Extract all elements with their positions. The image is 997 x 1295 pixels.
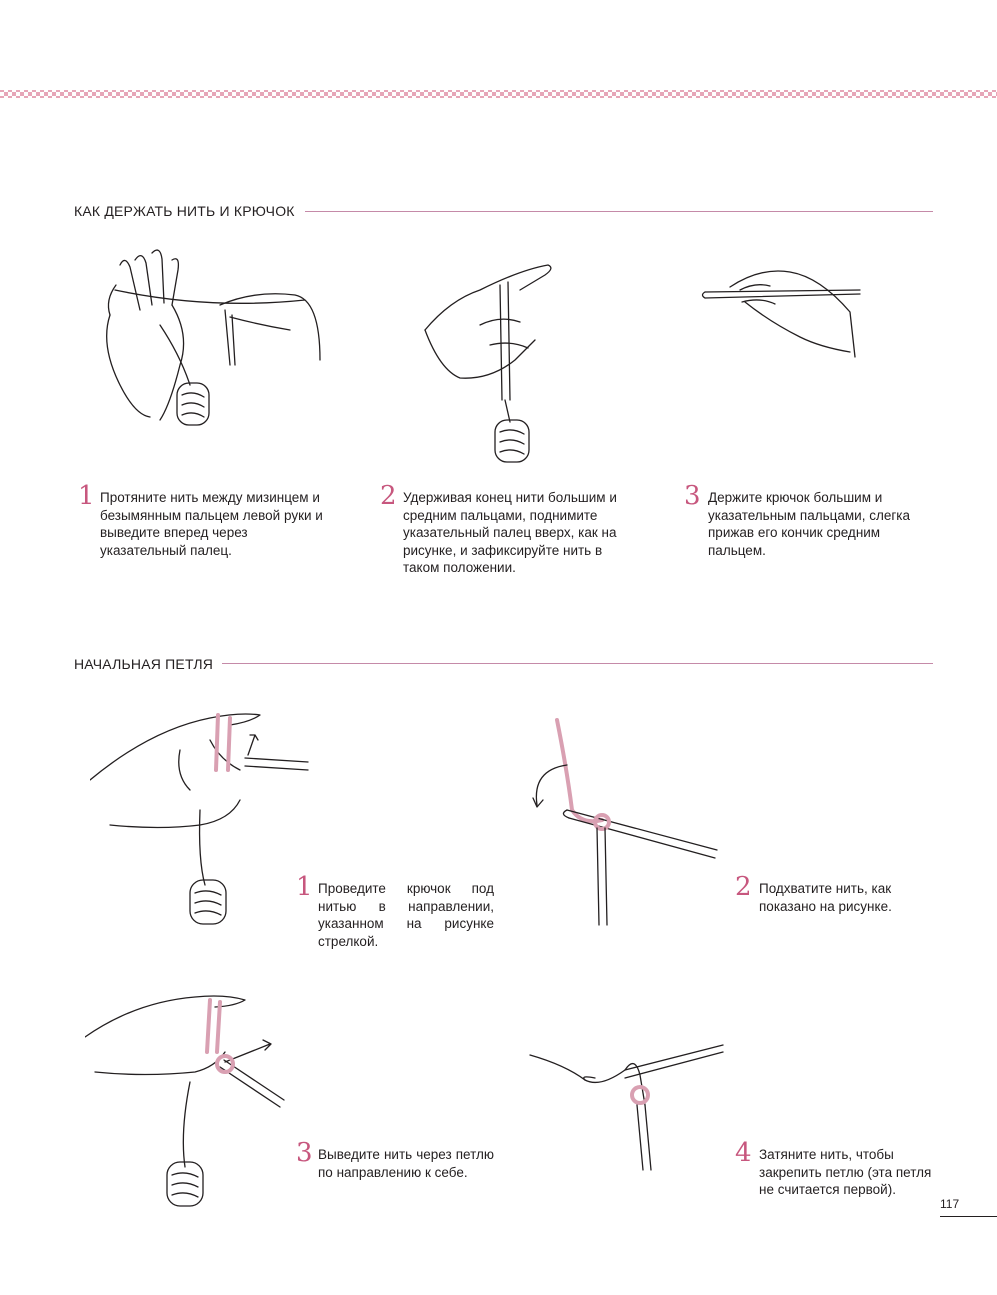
- loop-step-2-number: 2: [735, 872, 752, 902]
- loop-step-4: [735, 1138, 933, 1199]
- illustration-hold-thread-1: [80, 245, 345, 440]
- decorative-border: [0, 88, 997, 102]
- loop-step-1-text: Проведите крючок под нитью в направлении, указанном на рисунке стрелкой.: [318, 881, 494, 949]
- loop-step-1-number: 1: [296, 872, 313, 902]
- loop-step-3: [296, 1138, 494, 1181]
- page-number-rule: [940, 1216, 997, 1217]
- section-title-hold: КАК ДЕРЖАТЬ НИТЬ И КРЮЧОК: [74, 203, 295, 219]
- loop-step-3-number: 3: [296, 1138, 313, 1168]
- hold-step-1-text: Протяните нить между мизинцем и безымянным пальцем левой руки и выведите вперед через указательный палец.: [100, 490, 323, 558]
- loop-step-2-text: Подхватите нить, как показано на рисунке.: [759, 881, 892, 914]
- section-rule-start: [222, 663, 933, 664]
- illustration-hold-hook: [700, 262, 865, 360]
- section-title-start: НАЧАЛЬНАЯ ПЕТЛЯ: [74, 656, 214, 672]
- loop-step-4-text: Затяните нить, чтобы закрепить петлю (эта петля не считается первой).: [759, 1147, 932, 1197]
- illustration-loop-2: [507, 710, 722, 932]
- illustration-loop-1: [90, 710, 315, 932]
- hold-step-3: [684, 481, 938, 559]
- hold-step-3-number: 3: [684, 481, 701, 511]
- hold-step-1: [78, 481, 328, 559]
- illustration-loop-4: [525, 1030, 725, 1200]
- page-number: 117: [940, 1197, 960, 1211]
- hold-step-2-number: 2: [380, 481, 397, 511]
- hold-step-2-text: Удерживая конец нити большим и средним пальцами, поднимите указательный палец вверх, как на рисунке, и зафиксируйте нить в таком положении.: [403, 490, 617, 575]
- hold-step-1-number: 1: [78, 481, 95, 511]
- loop-step-4-number: 4: [735, 1138, 752, 1168]
- loop-step-1: [296, 872, 494, 950]
- illustration-loop-3: [85, 992, 285, 1214]
- section-rule-hold: [305, 211, 933, 212]
- hold-step-2: [380, 481, 632, 577]
- loop-step-2: [735, 872, 933, 915]
- illustration-hold-thread-2: [420, 250, 560, 468]
- loop-step-3-text: Выведите нить через петлю по направлению к себе.: [318, 1147, 494, 1180]
- hold-step-3-text: Держите крючок большим и указательным пальцами, слегка прижав его кончик средним пальцем.: [708, 490, 910, 558]
